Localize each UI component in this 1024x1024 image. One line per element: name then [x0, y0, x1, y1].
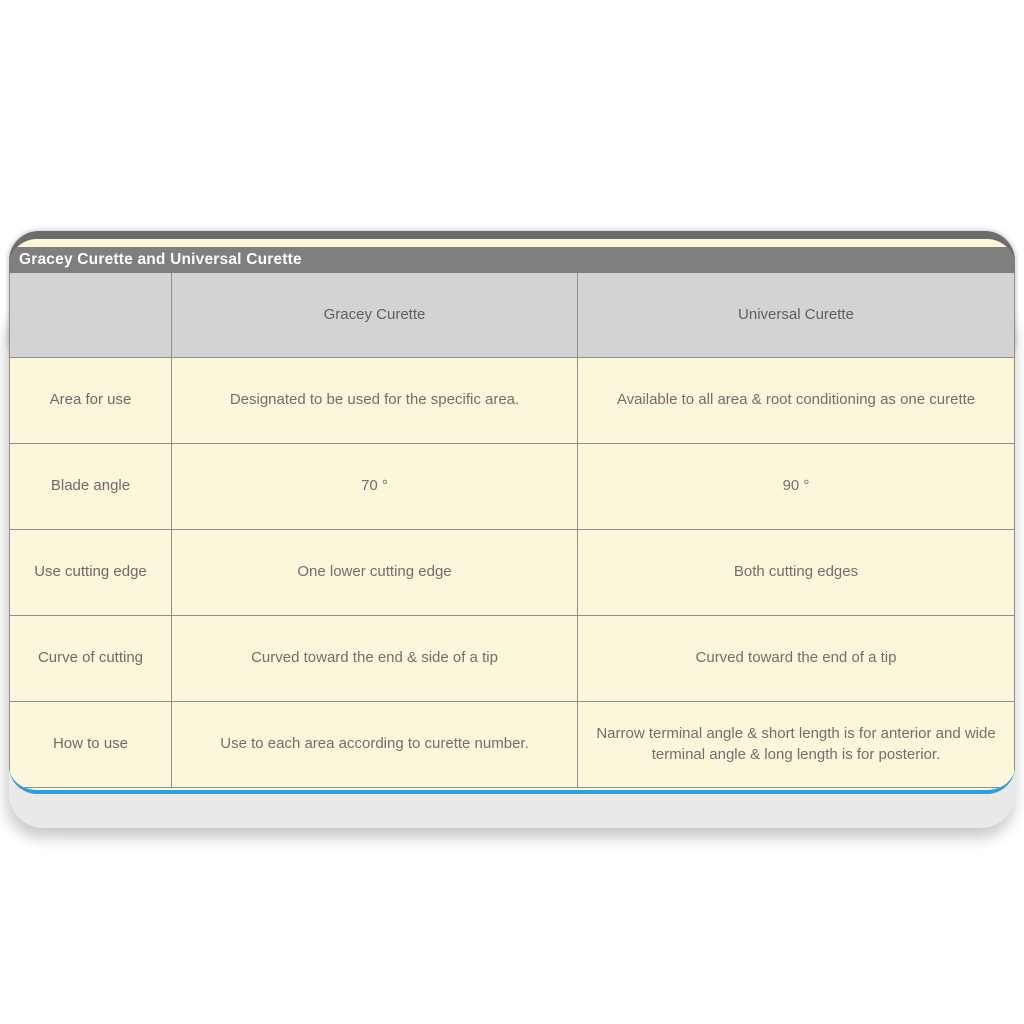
card-title: Gracey Curette and Universal Curette — [19, 251, 302, 268]
gracey-cell: Use to each area according to curette number. — [172, 702, 578, 788]
universal-cell: 90 ° — [578, 444, 1015, 530]
universal-cell: Curved toward the end of a tip — [578, 616, 1015, 702]
universal-cell: Narrow terminal angle & short length is for anterior and wide terminal angle & long length is for posterior. — [578, 702, 1015, 788]
corner-cell — [10, 273, 172, 358]
table-row-use-cutting-edge — [10, 530, 1015, 616]
column-header-universal: Universal Curette — [578, 273, 1015, 358]
card-title-bar — [9, 247, 1015, 273]
row-label: How to use — [10, 702, 172, 788]
gracey-cell: One lower cutting edge — [172, 530, 578, 616]
row-label: Curve of cutting — [10, 616, 172, 702]
gracey-cell: 70 ° — [172, 444, 578, 530]
gracey-cell: Designated to be used for the specific area. — [172, 358, 578, 444]
table-row-blade-angle — [10, 444, 1015, 530]
table-row-area-for-use — [10, 358, 1015, 444]
comparison-table — [9, 273, 1015, 788]
row-label: Use cutting edge — [10, 530, 172, 616]
row-label: Area for use — [10, 358, 172, 444]
universal-cell: Both cutting edges — [578, 530, 1015, 616]
universal-cell: Available to all area & root conditioning as one curette — [578, 358, 1015, 444]
table-row-curve-of-cutting — [10, 616, 1015, 702]
gracey-cell: Curved toward the end & side of a tip — [172, 616, 578, 702]
column-header-gracey: Gracey Curette — [172, 273, 578, 358]
table-header-row — [10, 273, 1015, 358]
curette-comparison-card — [9, 239, 1015, 794]
table-row-how-to-use — [10, 702, 1015, 788]
row-label: Blade angle — [10, 444, 172, 530]
